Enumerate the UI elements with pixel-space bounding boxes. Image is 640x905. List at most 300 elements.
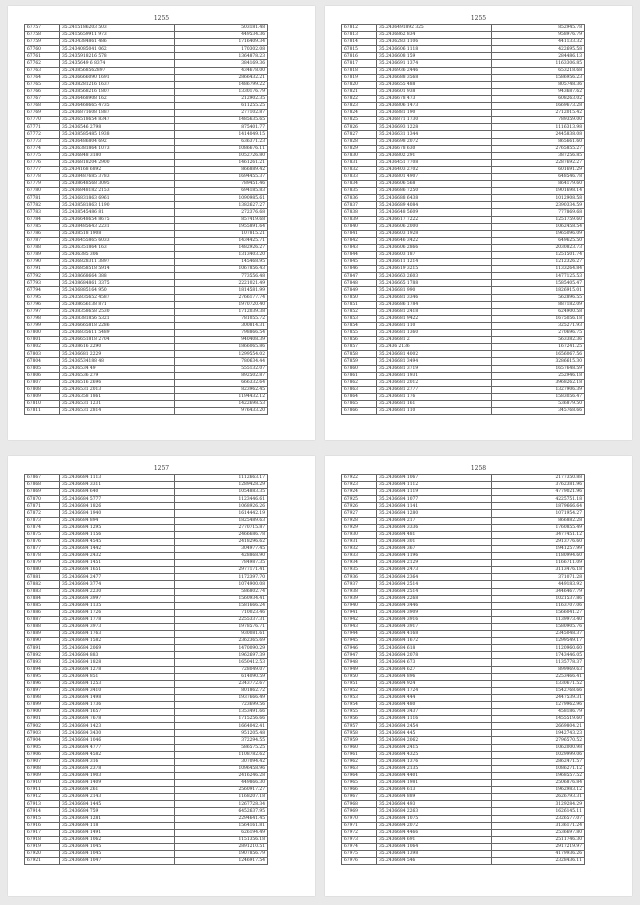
row-id-cell: 67923 [342, 482, 377, 489]
amount-cell: 3286615.30 [492, 358, 585, 365]
coordinate-cell: 35.2436684 546 [377, 858, 492, 865]
amount-cell: 1090985.61 [175, 195, 268, 202]
row-id-cell: 67953 [342, 694, 377, 701]
coordinate-cell: 35.2436684 883 [60, 652, 175, 659]
coordinate-cell: 35.2436684 1281 [60, 815, 175, 822]
coordinate-cell: 35.2436684 894 [60, 517, 175, 524]
amount-cell: 212902.35 [175, 95, 268, 102]
coordinate-cell: 35.2436681 3346 [377, 294, 492, 301]
row-id-cell: 67808 [25, 386, 60, 393]
coordinate-cell: 35.2436534 49 [60, 365, 175, 372]
table-row [342, 680, 585, 687]
table-row [342, 765, 585, 772]
table-row [342, 230, 585, 237]
row-id-cell: 67832 [342, 166, 377, 173]
amount-cell: 1712039.38 [175, 308, 268, 315]
amount-cell: 1012908.58 [492, 195, 585, 202]
table-row [342, 510, 585, 517]
coordinate-cell: 35.2436536 279 [60, 372, 175, 379]
row-id-cell: 67813 [342, 32, 377, 39]
amount-cell: 2418296.62 [175, 538, 268, 545]
coordinate-cell: 35.2436684 3437 [377, 709, 492, 716]
amount-cell: 2445838.08 [492, 131, 585, 138]
amount-cell: 1021537.86 [492, 595, 585, 602]
coordinate-cell: 35.2436684 1046 [60, 737, 175, 744]
row-id-cell: 67975 [342, 850, 377, 857]
table-row [25, 39, 268, 46]
amount-cell: 1434425.71 [175, 237, 268, 244]
amount-cell: 449534.36 [175, 32, 268, 39]
row-id-cell: 67967 [342, 794, 377, 801]
table-row [342, 95, 585, 102]
row-id-cell: 67900 [25, 709, 60, 716]
amount-cell: 892502.87 [175, 372, 268, 379]
coordinate-cell: 35.2436684 1295 [60, 524, 175, 531]
coordinate-cell: 35.2436684 1047 [60, 858, 175, 865]
table-row [25, 280, 268, 287]
amount-cell: 1163707.06 [492, 602, 585, 609]
amount-cell: 1461261.21 [175, 159, 268, 166]
coordinate-cell: 35.2436684 1278 [60, 666, 175, 673]
amount-cell: 2766177.74 [175, 294, 268, 301]
table-row [25, 631, 268, 638]
table-row [25, 81, 268, 88]
row-id-cell: 67870 [25, 496, 60, 503]
row-id-cell: 67887 [25, 616, 60, 623]
table-row [25, 259, 268, 266]
amount-cell: 1715256.66 [175, 716, 268, 723]
row-id-cell: 67913 [25, 801, 60, 808]
coordinate-cell: 35.2436684 1376 [377, 758, 492, 765]
row-id-cell: 67892 [25, 652, 60, 659]
amount-cell: 1116313.98 [492, 124, 585, 131]
table-row [342, 702, 585, 709]
coordinate-cell: 35.2436684 691 [377, 836, 492, 843]
row-id-cell: 67824 [342, 110, 377, 117]
coordinate-cell: 35.2436681 3494 [377, 358, 492, 365]
table-row [25, 652, 268, 659]
row-id-cell: 67928 [342, 517, 377, 524]
row-id-cell: 67896 [25, 680, 60, 687]
row-id-cell: 67819 [342, 74, 377, 81]
coordinate-cell: 35.2436684 2268 [377, 595, 492, 602]
row-id-cell: 67957 [342, 723, 377, 730]
row-id-cell: 67786 [25, 230, 60, 237]
table-row [25, 315, 268, 322]
coordinate-cell: 35.2436681 2777 [377, 386, 492, 393]
coordinate-cell: 35.2436681 2229 [60, 351, 175, 358]
table-row [342, 616, 585, 623]
row-id-cell: 67839 [342, 216, 377, 223]
row-id-cell: 67930 [342, 531, 377, 538]
amount-cell: 555132.07 [175, 365, 268, 372]
amount-cell: 2917219.97 [492, 843, 585, 850]
amount-cell: 781055.72 [175, 315, 268, 322]
coordinate-cell: 35.2436684 2078 [377, 652, 492, 659]
amount-cell: 2626793.31 [492, 794, 585, 801]
coordinate-cell: 35.2436606 1118 [377, 46, 492, 53]
table-row [342, 103, 585, 110]
amount-cell: 371071.28 [492, 574, 585, 581]
row-id-cell: 67876 [25, 538, 60, 545]
amount-cell: 864179.60 [492, 181, 585, 188]
row-id-cell: 67787 [25, 237, 60, 244]
row-id-cell: 67804 [25, 358, 60, 365]
amount-cell: 1168207.18 [175, 794, 268, 801]
row-id-cell: 67976 [342, 858, 377, 865]
row-id-cell: 67963 [342, 765, 377, 772]
amount-cell: 2796570.52 [492, 737, 585, 744]
row-id-cell: 67960 [342, 744, 377, 751]
coordinate-cell: 35.2436681 2012 [377, 379, 492, 386]
amount-cell: 1074900.08 [175, 581, 268, 588]
row-id-cell: 67825 [342, 117, 377, 124]
coordinate-cell: 35.2436684 889 [377, 794, 492, 801]
table-row [342, 351, 585, 358]
row-id-cell: 67897 [25, 687, 60, 694]
row-id-cell: 67842 [342, 237, 377, 244]
coordinate-cell: 35.2438616 2290 [60, 344, 175, 351]
row-id-cell: 67799 [25, 322, 60, 329]
coordinate-cell: 35.2436684 2473 [377, 567, 492, 574]
table-row [25, 517, 268, 524]
row-id-cell: 67902 [25, 723, 60, 730]
table-row [25, 850, 268, 857]
coordinate-cell: 35.2436688 6438 [377, 195, 492, 202]
table-row [25, 482, 268, 489]
amount-cell: 1826915.01 [492, 287, 585, 294]
row-id-cell: 67770 [25, 117, 60, 124]
row-id-cell: 67909 [25, 772, 60, 779]
row-id-cell: 67780 [25, 188, 60, 195]
row-id-cell: 67970 [342, 815, 377, 822]
row-id-cell: 67795 [25, 294, 60, 301]
table-row [25, 330, 268, 337]
amount-cell: 277102.87 [175, 110, 268, 117]
amount-cell: 6452637.95 [175, 808, 268, 815]
table-row [25, 393, 268, 400]
table-row [25, 372, 268, 379]
amount-cell: 2866432.21 [175, 74, 268, 81]
coordinate-cell: 35.2436534188 48 [60, 358, 175, 365]
row-id-cell: 67961 [342, 751, 377, 758]
coordinate-cell: 35.2436684 1075 [377, 815, 492, 822]
row-id-cell: 67919 [25, 843, 60, 850]
table-row [25, 53, 268, 60]
coordinate-cell: 35.2436684 1280 [377, 510, 492, 517]
row-id-cell: 67886 [25, 609, 60, 616]
amount-cell: 2287692.27 [492, 159, 585, 166]
amount-cell: 563382.36 [492, 337, 585, 344]
row-id-cell: 67885 [25, 602, 60, 609]
table-row [342, 67, 585, 74]
coordinate-cell: 35.2438585485 1938 [60, 131, 175, 138]
row-id-cell: 67778 [25, 173, 60, 180]
table-row [25, 531, 268, 538]
coordinate-cell: 35.2438684861 3375 [60, 280, 175, 287]
amount-cell: 2255337.31 [175, 616, 268, 623]
row-id-cell: 67849 [342, 287, 377, 294]
coordinate-cell: 35.2436611 1214 [377, 259, 492, 266]
table-row [342, 723, 585, 730]
amount-cell: 608263.02 [492, 95, 585, 102]
coordinate-cell: 35.2438281216 1637 [60, 81, 175, 88]
coordinate-cell: 35.2435918216 578 [60, 53, 175, 60]
table-row [342, 574, 585, 581]
data-table [24, 24, 268, 415]
table-row [25, 209, 268, 216]
table-row [342, 280, 585, 287]
coordinate-cell: 35.2436684 1657 [60, 709, 175, 716]
row-id-cell: 67968 [342, 801, 377, 808]
row-id-cell: 67828 [342, 138, 377, 145]
coordinate-cell: 35.2436684 4168 [377, 631, 492, 638]
data-table [341, 24, 585, 415]
amount-cell: 586802.74 [175, 588, 268, 595]
data-table [24, 474, 268, 865]
coordinate-cell: 35.2438668664 388 [60, 273, 175, 280]
table-row [342, 110, 585, 117]
table-row [25, 843, 268, 850]
amount-cell: 1062000.98 [492, 744, 585, 751]
table-row [342, 315, 585, 322]
coordinate-cell: 35.2436848 3180 [60, 152, 175, 159]
coordinate-cell: 35.2438581863 1190 [60, 202, 175, 209]
table-row [342, 524, 585, 531]
table-row [25, 138, 268, 145]
amount-cell: 1675056.18 [492, 315, 585, 322]
amount-cell: 434678.00 [175, 67, 268, 74]
coordinate-cell: 35.2435649 6 8374 [60, 60, 175, 67]
amount-cell: 1486799.22 [175, 81, 268, 88]
table-row [342, 358, 585, 365]
row-id-cell: 67784 [25, 216, 60, 223]
table-row [342, 538, 585, 545]
coordinate-cell: 35.2436684 1064 [377, 843, 492, 850]
row-id-cell: 67816 [342, 53, 377, 60]
table-row [342, 46, 585, 53]
coordinate-cell: 35.2436381864 1073 [60, 145, 175, 152]
row-id-cell: 67830 [342, 152, 377, 159]
coordinate-cell: 35.2436871608 1887 [60, 110, 175, 117]
row-id-cell: 67914 [25, 808, 60, 815]
row-id-cell: 67910 [25, 780, 60, 787]
amount-cell: 252946.18 [492, 372, 585, 379]
amount-cell: 624900.58 [492, 308, 585, 315]
amount-cell: 777869.68 [492, 209, 585, 216]
table-row [342, 117, 585, 124]
row-id-cell: 67966 [342, 787, 377, 794]
row-id-cell: 67837 [342, 202, 377, 209]
table-row [342, 751, 585, 758]
table-row [25, 673, 268, 680]
table-row [25, 780, 268, 787]
table-row [25, 301, 268, 308]
table-row [342, 88, 585, 95]
table-row [25, 110, 268, 117]
row-id-cell: 67872 [25, 510, 60, 517]
table-row [25, 553, 268, 560]
table-row [342, 822, 585, 829]
amount-cell: 1657648.59 [492, 365, 585, 372]
row-id-cell: 67907 [25, 758, 60, 765]
amount-cell: 2913776.60 [492, 538, 585, 545]
table-row [342, 687, 585, 694]
amount-cell: 1650412.53 [175, 659, 268, 666]
coordinate-cell: 35.2436684 1062 [60, 836, 175, 843]
row-id-cell: 67949 [342, 666, 377, 673]
amount-cell: 2560917.27 [175, 787, 268, 794]
coordinate-cell: 35.2436684 217 [377, 517, 492, 524]
table-row [25, 46, 268, 53]
coordinate-cell: 35.2436684 1423 [60, 723, 175, 730]
table-row [25, 365, 268, 372]
row-id-cell: 67950 [342, 673, 377, 680]
row-id-cell: 67894 [25, 666, 60, 673]
coordinate-cell: 35.2436684 445 [377, 730, 492, 737]
amount-cell: 1694455.37 [175, 173, 268, 180]
amount-cell: 1825489.63 [175, 517, 268, 524]
row-id-cell: 67942 [342, 616, 377, 623]
table-row [25, 103, 268, 110]
amount-cell: 2765855.27 [492, 145, 585, 152]
row-id-cell: 67815 [342, 46, 377, 53]
amount-cell: 1422698.53 [175, 400, 268, 407]
table-row [25, 202, 268, 209]
coordinate-cell: 35.2436619 3215 [377, 266, 492, 273]
table-row [25, 489, 268, 496]
coordinate-cell: 35.2436678 630 [377, 145, 492, 152]
coordinate-cell: 35.2436684 444 [377, 694, 492, 701]
row-id-cell: 67814 [342, 39, 377, 46]
coordinate-cell: 35.2436684 851 [60, 673, 175, 680]
amount-cell: 1814581.99 [175, 287, 268, 294]
row-id-cell: 67855 [342, 330, 377, 337]
row-id-cell: 67838 [342, 209, 377, 216]
row-id-cell: 67834 [342, 181, 377, 188]
coordinate-cell: 35.2436818204 2900 [60, 159, 175, 166]
table-row [342, 801, 585, 808]
table-row [342, 386, 585, 393]
row-id-cell: 67962 [342, 758, 377, 765]
amount-cell: 2345048.37 [492, 631, 585, 638]
table-row [25, 723, 268, 730]
amount-cell: 1585405.47 [492, 280, 585, 287]
amount-cell: 648546.78 [492, 173, 585, 180]
coordinate-cell: 35.2436684 1582 [60, 638, 175, 645]
coordinate-cell: 35.2436684 1726 [60, 609, 175, 616]
coordinate-cell: 35.2436684 627 [377, 666, 492, 673]
table-row [342, 503, 585, 510]
row-id-cell: 67912 [25, 794, 60, 801]
row-id-cell: 67759 [25, 39, 60, 46]
coordinate-cell: 35.2436 2136 [377, 344, 492, 351]
amount-cell: 1029999.06 [492, 751, 585, 758]
amount-cell: 3136171.24 [492, 822, 585, 829]
row-id-cell: 67850 [342, 294, 377, 301]
amount-cell: 866882.28 [492, 517, 585, 524]
table-row [25, 836, 268, 843]
amount-cell: 304977.45 [175, 545, 268, 552]
coordinate-cell: 35.2436684 481 [377, 531, 492, 538]
table-row [25, 581, 268, 588]
table-row [342, 244, 585, 251]
coordinate-cell: 35.2438518 1908 [60, 230, 175, 237]
table-row [342, 545, 585, 552]
coordinate-cell: 35.2436858518 5914 [60, 266, 175, 273]
amount-cell: 387256.85 [492, 152, 585, 159]
table-row [25, 337, 268, 344]
coordinate-cell: 35.2436936 2446 [377, 67, 492, 74]
coordinate-cell: 35.2436684 759 [60, 808, 175, 815]
amount-cell: 1382627.27 [175, 202, 268, 209]
table-row [25, 95, 268, 102]
amount-cell: 626194.49 [175, 829, 268, 836]
coordinate-cell: 35.2436684 261 [60, 787, 175, 794]
amount-cell: 2416246.28 [175, 772, 268, 779]
coordinate-cell: 35.2436531 1231 [60, 400, 175, 407]
coordinate-cell: 35.2436684 3973 [60, 623, 175, 630]
table-row [342, 709, 585, 716]
table-row [342, 39, 585, 46]
table-row [342, 393, 585, 400]
amount-cell: 1279962.96 [492, 702, 585, 709]
amount-cell: 728049.07 [175, 666, 268, 673]
row-id-cell: 67865 [342, 400, 377, 407]
row-id-cell: 67937 [342, 581, 377, 588]
row-id-cell: 67782 [25, 202, 60, 209]
coordinate-cell: 35.2436691 1374 [377, 60, 492, 67]
row-id-cell: 67925 [342, 496, 377, 503]
row-id-cell: 67940 [342, 602, 377, 609]
table-row [25, 829, 268, 836]
table-row [25, 166, 268, 173]
row-id-cell: 67802 [25, 344, 60, 351]
table-row [25, 623, 268, 630]
amount-cell: 1139973.40 [492, 616, 585, 623]
table-row [342, 301, 585, 308]
table-row [25, 152, 268, 159]
table-row [342, 623, 585, 630]
table-row [342, 337, 585, 344]
row-id-cell: 67867 [25, 475, 60, 482]
amount-cell: 875401.77 [175, 124, 268, 131]
row-id-cell: 67776 [25, 159, 60, 166]
row-id-cell: 67956 [342, 716, 377, 723]
row-id-cell: 67922 [342, 475, 377, 482]
row-id-cell: 67878 [25, 553, 60, 560]
amount-cell: 3446467.79 [492, 588, 585, 595]
coordinate-cell: 35.2436684 1156 [60, 531, 175, 538]
table-row [342, 372, 585, 379]
amount-cell: 723699.56 [175, 702, 268, 709]
row-id-cell: 67833 [342, 173, 377, 180]
table-row [342, 294, 585, 301]
amount-cell: 1054883.35 [175, 489, 268, 496]
row-id-cell: 67965 [342, 780, 377, 787]
table-row [25, 709, 268, 716]
amount-cell: 3968262.18 [492, 379, 585, 386]
amount-cell: 458186.79 [492, 709, 585, 716]
coordinate-cell: 35.2436802 291 [377, 152, 492, 159]
amount-cell: 372294.55 [175, 737, 268, 744]
table-row [342, 850, 585, 857]
table-row [342, 815, 585, 822]
amount-cell: 1327906.39 [492, 386, 585, 393]
table-row [25, 666, 268, 673]
row-id-cell: 67766 [25, 88, 60, 95]
coordinate-cell: 35.2436684 2135 [377, 765, 492, 772]
